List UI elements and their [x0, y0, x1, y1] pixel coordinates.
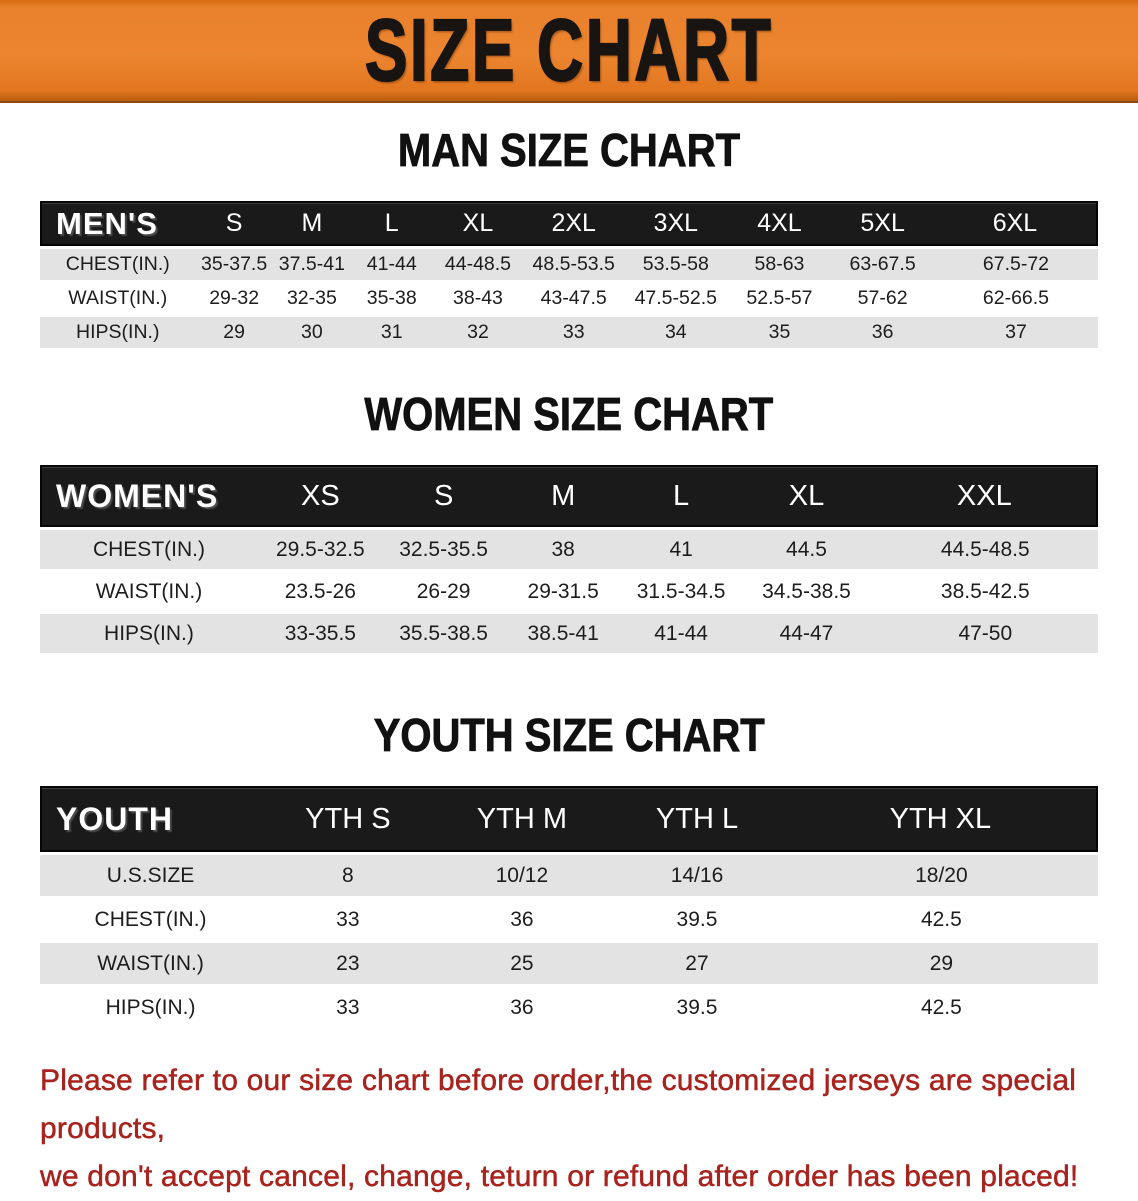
measurement-value-cell: 27 [609, 943, 785, 984]
size-header-row [40, 465, 1098, 527]
measurement-value-cell: 44-48.5 [432, 249, 523, 280]
size-column-header: S [383, 465, 505, 527]
size-column-header: 5XL [831, 201, 934, 246]
measurement-value-cell: 67.5-72 [934, 249, 1098, 280]
size-chart-banner [0, 0, 1138, 103]
measurement-value-cell: 47.5-52.5 [624, 283, 728, 314]
measurement-value-cell: 33 [261, 899, 435, 940]
measurement-value-cell: 23 [261, 943, 435, 984]
size-column-header: S [196, 201, 273, 246]
group-label-cell: MEN'S [40, 201, 196, 246]
size-column-header: M [273, 201, 351, 246]
size-column-header: 6XL [934, 201, 1098, 246]
measurement-value-cell: 41 [622, 530, 740, 569]
measurement-value-cell: 35-37.5 [196, 249, 273, 280]
size-column-header: XS [258, 465, 383, 527]
measurement-label-cell: HIPS(IN.) [40, 987, 261, 1028]
measurement-row [40, 249, 1098, 280]
men-size-table [40, 198, 1098, 351]
measurement-value-cell: 33 [523, 317, 624, 348]
measurement-row [40, 317, 1098, 348]
measurement-row [40, 943, 1098, 984]
size-column-header: L [622, 465, 740, 527]
measurement-value-cell: 53.5-58 [624, 249, 728, 280]
disclaimer-line-1: Please refer to our size chart before order,the customized jerseys are special products, [40, 1064, 1077, 1145]
measurement-value-cell: 44.5 [740, 530, 872, 569]
measurement-row [40, 899, 1098, 940]
measurement-value-cell: 47-50 [873, 614, 1098, 653]
measurement-value-cell: 44-47 [740, 614, 872, 653]
measurement-value-cell: 48.5-53.5 [523, 249, 624, 280]
measurement-value-cell: 35.5-38.5 [383, 614, 505, 653]
measurement-value-cell: 39.5 [609, 899, 785, 940]
measurement-value-cell: 39.5 [609, 987, 785, 1028]
measurement-value-cell: 42.5 [785, 987, 1098, 1028]
measurement-value-cell: 41-44 [622, 614, 740, 653]
group-label-cell: YOUTH [40, 786, 261, 852]
measurement-label-cell: HIPS(IN.) [40, 317, 196, 348]
disclaimer-line-2: we don't accept cancel, change, teturn or refund after order has been placed! [40, 1160, 1079, 1193]
disclaimer [40, 1057, 1138, 1201]
measurement-value-cell: 35 [728, 317, 832, 348]
measurement-label-cell: CHEST(IN.) [40, 249, 196, 280]
measurement-value-cell: 29.5-32.5 [258, 530, 383, 569]
measurement-value-cell: 43-47.5 [523, 283, 624, 314]
measurement-value-cell: 29 [785, 943, 1098, 984]
measurement-value-cell: 38-43 [432, 283, 523, 314]
measurement-value-cell: 62-66.5 [934, 283, 1098, 314]
youth-size-table [40, 783, 1098, 1031]
measurement-value-cell: 34 [624, 317, 728, 348]
measurement-value-cell: 23.5-26 [258, 572, 383, 611]
banner-title: SIZE CHART [364, 0, 774, 100]
measurement-value-cell: 18/20 [785, 855, 1098, 896]
measurement-value-cell: 38.5-42.5 [873, 572, 1098, 611]
measurement-value-cell: 25 [435, 943, 610, 984]
size-header-row [40, 786, 1098, 852]
size-column-header: M [504, 465, 621, 527]
measurement-value-cell: 35-38 [351, 283, 432, 314]
measurement-row [40, 530, 1098, 569]
measurement-label-cell: CHEST(IN.) [40, 899, 261, 940]
size-column-header: YTH M [435, 786, 610, 852]
measurement-row [40, 572, 1098, 611]
size-column-header: XXL [873, 465, 1098, 527]
measurement-value-cell: 52.5-57 [728, 283, 832, 314]
measurement-label-cell: WAIST(IN.) [40, 572, 258, 611]
measurement-value-cell: 41-44 [351, 249, 432, 280]
youth-section-title-text: YOUTH SIZE CHART [373, 710, 765, 762]
size-column-header: YTH XL [785, 786, 1098, 852]
measurement-value-cell: 8 [261, 855, 435, 896]
size-column-header: L [351, 201, 432, 246]
man-section-title-text: MAN SIZE CHART [397, 125, 741, 177]
measurement-label-cell: U.S.SIZE [40, 855, 261, 896]
measurement-value-cell: 29 [196, 317, 273, 348]
size-column-header: 4XL [728, 201, 832, 246]
measurement-value-cell: 36 [435, 987, 610, 1028]
size-column-header: YTH L [609, 786, 785, 852]
women-section-title [0, 391, 1138, 440]
measurement-label-cell: WAIST(IN.) [40, 283, 196, 314]
measurement-label-cell: CHEST(IN.) [40, 530, 258, 569]
measurement-value-cell: 37.5-41 [273, 249, 351, 280]
measurement-value-cell: 38 [504, 530, 621, 569]
man-section-title [0, 127, 1138, 176]
measurement-value-cell: 37 [934, 317, 1098, 348]
measurement-value-cell: 36 [831, 317, 934, 348]
measurement-value-cell: 29-31.5 [504, 572, 621, 611]
measurement-value-cell: 33 [261, 987, 435, 1028]
measurement-row [40, 283, 1098, 314]
youth-section-title [0, 712, 1138, 761]
measurement-value-cell: 42.5 [785, 899, 1098, 940]
measurement-value-cell: 38.5-41 [504, 614, 621, 653]
measurement-value-cell: 29-32 [196, 283, 273, 314]
size-column-header: YTH S [261, 786, 435, 852]
measurement-label-cell: WAIST(IN.) [40, 943, 261, 984]
measurement-row [40, 987, 1098, 1028]
measurement-value-cell: 44.5-48.5 [873, 530, 1098, 569]
measurement-label-cell: HIPS(IN.) [40, 614, 258, 653]
women-size-table [40, 462, 1098, 656]
measurement-value-cell: 30 [273, 317, 351, 348]
group-label-cell: WOMEN'S [40, 465, 258, 527]
measurement-value-cell: 26-29 [383, 572, 505, 611]
size-column-header: XL [740, 465, 872, 527]
measurement-row [40, 614, 1098, 653]
measurement-value-cell: 31.5-34.5 [622, 572, 740, 611]
measurement-value-cell: 14/16 [609, 855, 785, 896]
measurement-row [40, 855, 1098, 896]
size-column-header: 2XL [523, 201, 624, 246]
measurement-value-cell: 36 [435, 899, 610, 940]
measurement-value-cell: 57-62 [831, 283, 934, 314]
measurement-value-cell: 32.5-35.5 [383, 530, 505, 569]
measurement-value-cell: 33-35.5 [258, 614, 383, 653]
measurement-value-cell: 32 [432, 317, 523, 348]
size-header-row [40, 201, 1098, 246]
size-column-header: 3XL [624, 201, 728, 246]
measurement-value-cell: 10/12 [435, 855, 610, 896]
measurement-value-cell: 32-35 [273, 283, 351, 314]
measurement-value-cell: 58-63 [728, 249, 832, 280]
size-column-header: XL [432, 201, 523, 246]
measurement-value-cell: 31 [351, 317, 432, 348]
measurement-value-cell: 63-67.5 [831, 249, 934, 280]
women-section-title-text: WOMEN SIZE CHART [364, 389, 774, 441]
measurement-value-cell: 34.5-38.5 [740, 572, 872, 611]
